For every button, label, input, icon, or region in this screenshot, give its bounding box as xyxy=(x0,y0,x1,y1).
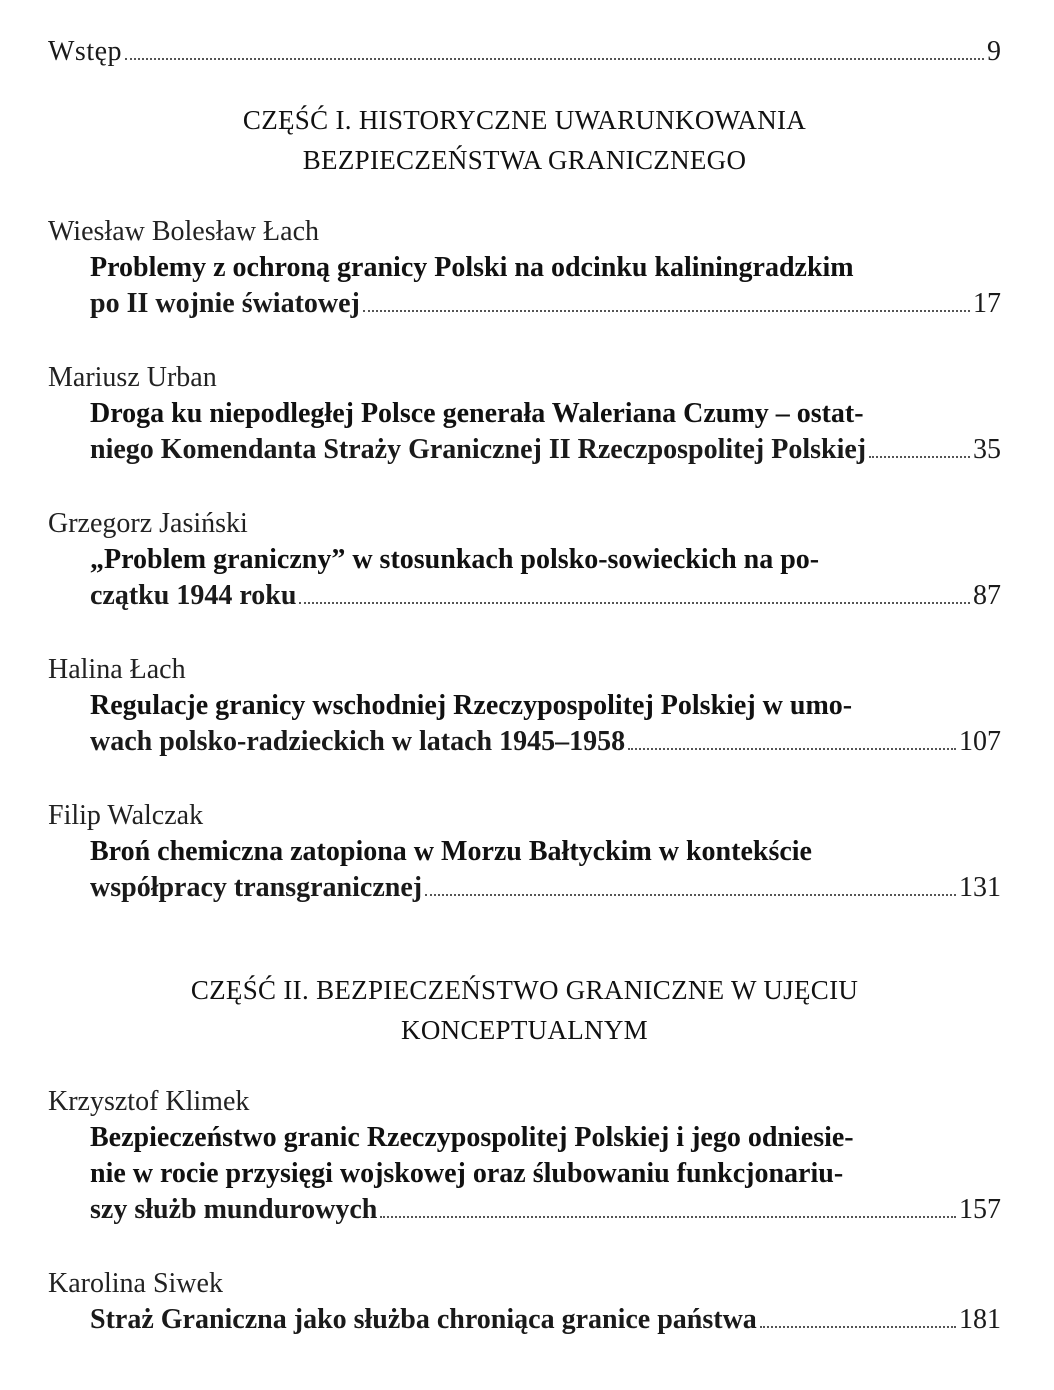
entry-title-line: szy służb mundurowych xyxy=(90,1194,378,1225)
entry-title-line[interactable]: Problemy z ochroną granicy Polski na odcinku kaliningradzkim xyxy=(90,252,854,283)
page-number: 35 xyxy=(973,434,1001,465)
toc-entry-last-line[interactable] xyxy=(90,1192,1001,1228)
dot-leader xyxy=(425,893,956,896)
page-number: 17 xyxy=(973,288,1001,319)
dot-leader xyxy=(125,57,984,60)
part-heading: BEZPIECZEŃSTWA GRANICZNEGO xyxy=(302,145,747,175)
dot-leader xyxy=(363,309,970,312)
dot-leader xyxy=(380,1215,956,1218)
toc-intro[interactable] xyxy=(48,34,1001,70)
page-number: 107 xyxy=(959,726,1001,757)
dot-leader xyxy=(869,455,970,458)
part-heading: KONCEPTUALNYM xyxy=(401,1015,648,1045)
entry-title-line[interactable]: nie w rocie przysięgi wojskowej oraz ślubowaniu funkcjonariu- xyxy=(90,1158,844,1189)
toc-entry-last-line[interactable] xyxy=(90,432,1001,468)
toc-entry-last-line[interactable] xyxy=(90,578,1001,614)
entry-title-line[interactable]: Broń chemiczna zatopiona w Morzu Bałtyckim w kontekście xyxy=(90,836,812,867)
entry-author: Krzysztof Klimek xyxy=(48,1086,250,1117)
entry-title-line: niego Komendanta Straży Granicznej II Rzeczpospolitej Polskiej xyxy=(90,434,867,465)
entry-title-line: po II wojnie światowej xyxy=(90,288,360,319)
page-number: 181 xyxy=(959,1304,1001,1335)
entry-title-line: wach polsko-radzieckich w latach 1945–1958 xyxy=(90,726,626,757)
entry-title-line[interactable]: Bezpieczeństwo granic Rzeczypospolitej Polskiej i jego odniesie- xyxy=(90,1122,854,1153)
entry-title-line: współpracy transgranicznej xyxy=(90,872,423,903)
entry-author: Mariusz Urban xyxy=(48,362,217,393)
page-number: 131 xyxy=(959,872,1001,903)
entry-author: Wiesław Bolesław Łach xyxy=(48,216,320,247)
page-number: 87 xyxy=(973,580,1001,611)
entry-title-line: czątku 1944 roku xyxy=(90,580,297,611)
dot-leader xyxy=(299,601,970,604)
dot-leader xyxy=(760,1325,956,1328)
entry-title-line[interactable]: „Problem graniczny” w stosunkach polsko-sowieckich na po- xyxy=(90,544,820,575)
entry-author: Karolina Siwek xyxy=(48,1268,223,1299)
toc-entry-last-line[interactable] xyxy=(90,1302,1001,1338)
toc-entry-last-line[interactable] xyxy=(90,286,1001,322)
part-heading: CZĘŚĆ II. BEZPIECZEŃSTWO GRANICZNE W UJĘCIU xyxy=(190,975,859,1005)
toc-entry-last-line[interactable] xyxy=(90,724,1001,760)
entry-author: Filip Walczak xyxy=(48,800,204,831)
toc-entry-last-line[interactable] xyxy=(90,870,1001,906)
page-number: 157 xyxy=(959,1194,1001,1225)
page-number: 9 xyxy=(987,36,1001,67)
toc-intro-label: Wstęp xyxy=(48,36,123,67)
entry-author: Halina Łach xyxy=(48,654,186,685)
entry-title-line[interactable]: Regulacje granicy wschodniej Rzeczypospolitej Polskiej w umo- xyxy=(90,690,853,721)
dot-leader xyxy=(628,747,956,750)
entry-author: Grzegorz Jasiński xyxy=(48,508,248,539)
entry-title-line: Straż Graniczna jako służba chroniąca granice państwa xyxy=(90,1304,757,1335)
part-heading: CZĘŚĆ I. HISTORYCZNE UWARUNKOWANIA xyxy=(242,105,807,135)
entry-title-line[interactable]: Droga ku niepodległej Polsce generała Waleriana Czumy – ostat- xyxy=(90,398,864,429)
